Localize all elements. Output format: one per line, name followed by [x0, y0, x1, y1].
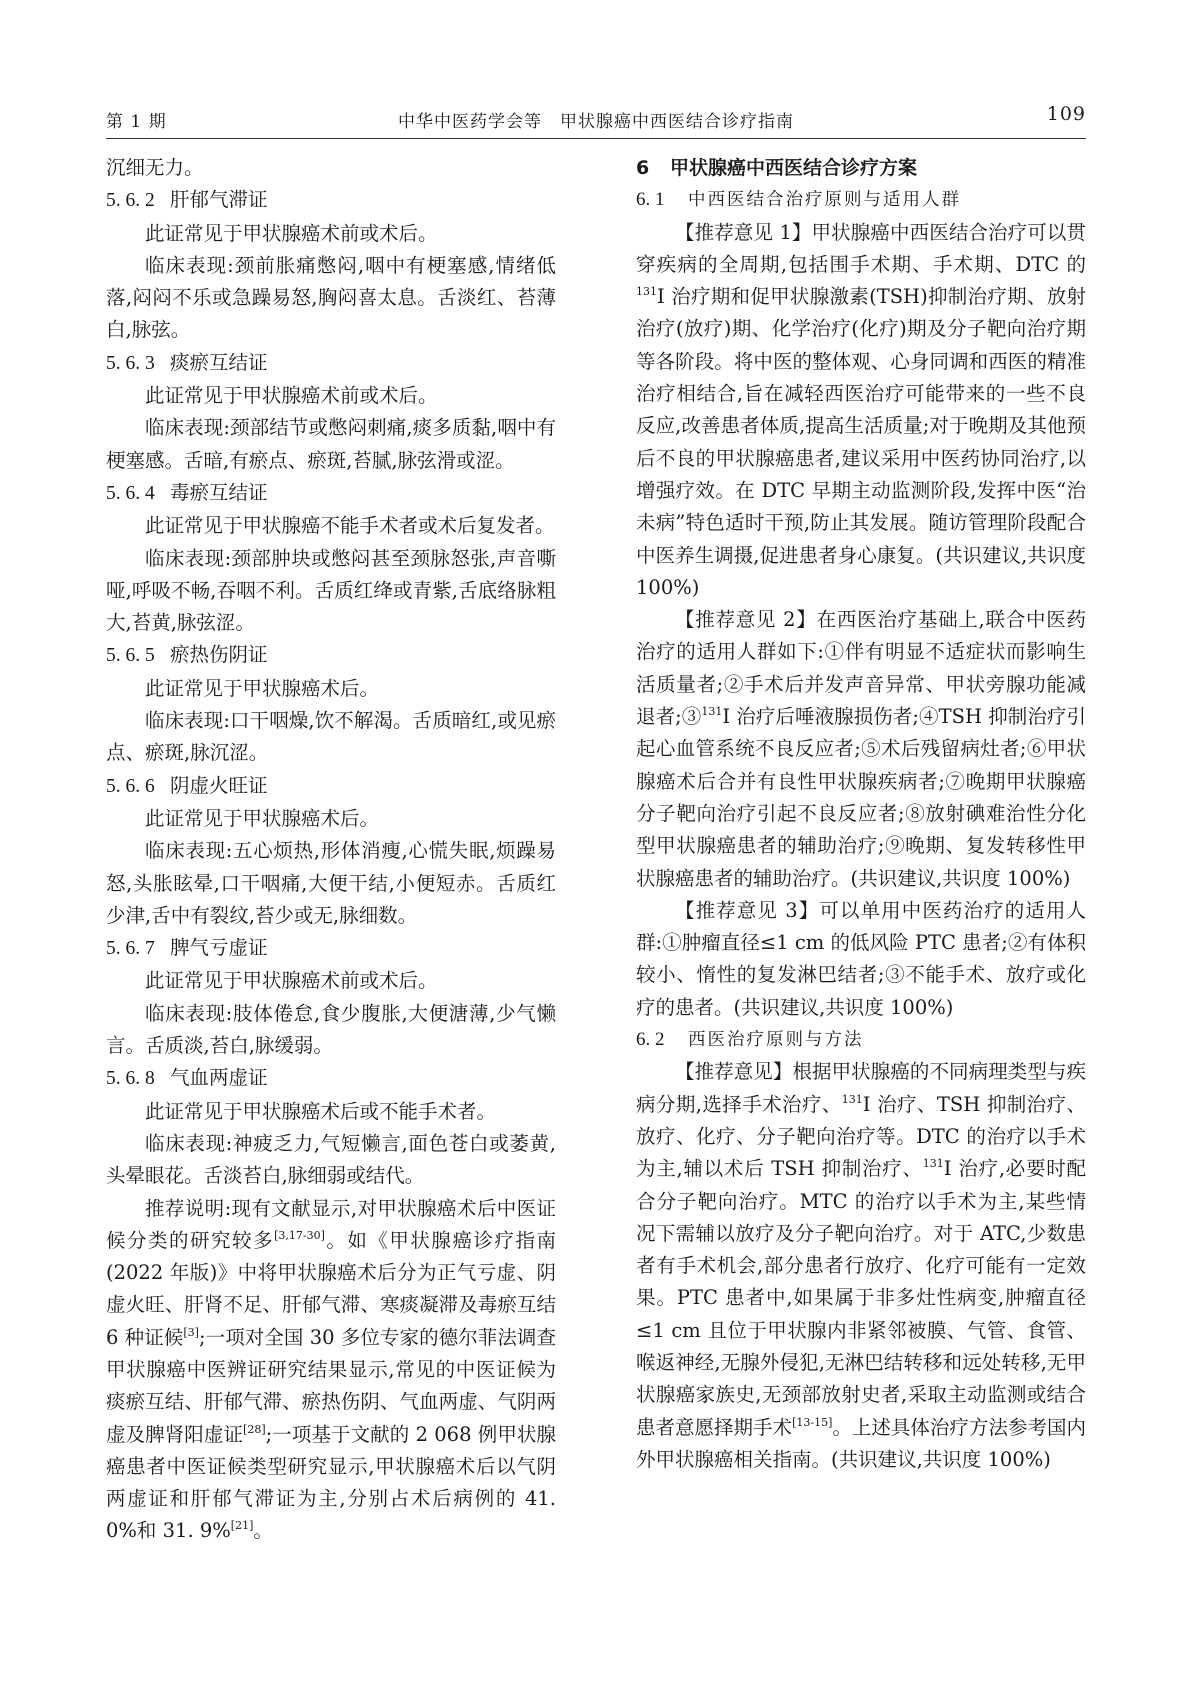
section-title: 西医治疗原则与方法	[688, 1030, 864, 1051]
paragraph: 临床表现:口干咽燥,饮不解渴。舌质暗红,或见瘀点、瘀斑,脉沉涩。	[106, 709, 556, 765]
section-number: 5. 6. 8	[106, 1068, 155, 1090]
section-title: 痰瘀互结证	[170, 350, 268, 374]
section-number: 5. 6. 2	[106, 190, 155, 212]
section-heading	[106, 477, 556, 510]
text-run: I 治疗、TSH 抑制治疗、放疗、化疗、分子靶向治疗等。DTC 的治疗以手术为主,辅以术后 TSH 抑制治疗、	[636, 1092, 1086, 1181]
section-heading	[106, 184, 556, 217]
running-header	[106, 103, 1086, 135]
citation: [13-15]	[792, 1415, 833, 1429]
left-column	[106, 152, 556, 1548]
text-run: I 治疗期和促甲状腺激素(TSH)抑制治疗期、放射治疗(放疗)期、化学治疗(化疗)期及分子靶向治疗期等各阶段。将中医的整体观、心身同调和西医的精准治疗相结合,旨在减轻西医治疗可能带来的一些不良反应,改善患者体质,提高生活质量;对于晚期及其他预后不良的甲状腺癌患者,建议采用中医药协同治疗,以增强疗效。在 DTC 早期主动监测阶段,发挥中医“治未病”特色适时干预,防止其发展。随访管理阶段配合中医养生调摄,促进患者身心康复。(共识建议,共识度 100%)	[636, 285, 1086, 599]
section-title: 瘀热伤阴证	[170, 643, 268, 667]
isotope-superscript: 131	[636, 285, 657, 299]
section-number: 5. 6. 3	[106, 352, 155, 374]
right-column	[636, 152, 1086, 1476]
section-title: 阴虚火旺证	[170, 773, 268, 797]
section-heading	[106, 639, 556, 672]
section-heading	[106, 770, 556, 803]
paragraph: 此证常见于甲状腺癌术前或术后。	[145, 221, 438, 245]
paragraph: 临床表现:五心烦热,形体消瘦,心慌失眠,烦躁易怒,头胀眩晕,口干咽痛,大便干结,小便短赤。舌质红少津,舌中有裂纹,苔少或无,脉细数。	[106, 839, 556, 927]
paragraph: 此证常见于甲状腺癌术后。	[145, 806, 380, 830]
section-title: 中西医结合治疗原则与适用人群	[688, 190, 961, 211]
citation: [28]	[243, 1422, 266, 1436]
text-run: 推荐说明:现有文献显示,对甲状腺癌术后中医证候分类的研究较多	[106, 1196, 556, 1252]
text-run: 。上述具体治疗方法参考国内外甲状腺癌相关指南。(共识建议,共识度 100%)	[636, 1415, 1086, 1471]
text-run: ;一项对全国 30 多位专家的德尔菲法调查甲状腺癌中医辨证研究结果显示,常见的中医证候为痰瘀互结、肝郁气滞、瘀热伤阴、气血两虚、气阴两虚及脾肾阳虚证	[106, 1325, 557, 1446]
section-title: 肝郁气滞证	[170, 188, 268, 212]
text-run: 。如《甲状腺癌诊疗指南(2022 年版)》中将甲状腺癌术后分为正气亏虚、阴虚火旺、肝肾不足、肝郁气滞、寒痰凝滞及毒瘀互结 6 种证候	[106, 1228, 556, 1349]
text-run: I 治疗,必要时配合分子靶向治疗。MTC 的治疗以手术为主,某些情况下需辅以放疗及分子靶向治疗。对于 ATC,少数患者有手术机会,部分患者行放疗、化疗可能有一定效果。PTC 患者中,如果属于非多灶性病变,肿瘤直径≤1 cm 且位于甲状腺内非紧邻被膜、气管、食管、喉返神经,无腺外侵犯,无淋巴结转移和远处转移,无甲状腺癌家族史,无颈部放射史者,采取主动监测或结合患者意愿择期手术	[636, 1157, 1086, 1439]
subsection-heading	[636, 1024, 1086, 1056]
section-number: 5. 6. 5	[106, 645, 155, 667]
text-run: ;一项基于文献的 2 068 例甲状腺癌患者中医证候类型研究显示,甲状腺癌术后以气阴两虚证和肝郁气滞证为主,分别占术后病例的 41. 0%和 31. 9%	[106, 1422, 556, 1543]
section-heading	[106, 347, 556, 380]
paragraph: 临床表现:颈前胀痛憋闷,咽中有梗塞感,情绪低落,闷闷不乐或急躁易怒,胸闷喜太息。舌淡红、苔薄白,脉弦。	[106, 253, 556, 342]
isotope-superscript: 131	[922, 1157, 944, 1171]
paragraph: 此证常见于甲状腺癌术前或术后。	[145, 384, 438, 408]
paragraph: 临床表现:神疲乏力,气短懒言,面色苍白或萎黄,头晕眼花。舌淡苔白,脉细弱或结代。	[106, 1131, 556, 1188]
paragraph: 此证常见于甲状腺癌术后或不能手术者。	[145, 1099, 497, 1123]
isotope-superscript: 131	[701, 705, 723, 719]
section-number: 6. 1	[636, 189, 665, 211]
header-divider	[106, 138, 1086, 139]
paragraph: 此证常见于甲状腺癌术后。	[145, 676, 380, 700]
section-title: 脾气亏虚证	[170, 936, 268, 960]
paragraph: 此证常见于甲状腺癌术前或术后。	[145, 969, 438, 993]
text-run: 【推荐意见 1】甲状腺癌中西医结合治疗可以贯穿疾病的全周期,包括围手术期、手术期、DTC 的	[636, 220, 1086, 276]
journal-title: 中华中医药学会等 甲状腺癌中西医结合诊疗指南	[398, 112, 794, 132]
paragraph: 此证常见于甲状腺癌不能手术者或术后复发者。	[145, 514, 555, 538]
paragraph: 临床表现:颈部肿块或憋闷甚至颈脉怒张,声音嘶哑,呼吸不畅,吞咽不利。舌质红绛或青紫,舌底络脉粗大,苔黄,脉弦涩。	[106, 546, 556, 635]
section-title: 毒瘀互结证	[170, 480, 268, 504]
section-number: 5. 6. 4	[106, 482, 155, 504]
paragraph: 临床表现:肢体倦怠,食少腹胀,大便溏薄,少气懒言。舌质淡,苔白,脉缓弱。	[106, 1001, 556, 1058]
text-run: I 治疗后唾液腺损伤者;④TSH 抑制治疗引起心血管系统不良反应者;⑤术后残留病灶者;⑥甲状腺癌术后合并有良性甲状腺疾病者;⑦晚期甲状腺癌分子靶向治疗引起不良反应者;⑧放射碘难治性分化型甲状腺癌患者的辅助治疗;⑨晚期、复发转移性甲状腺癌患者的辅助治疗。(共识建议,共识度 100%)	[636, 705, 1086, 890]
citation: [21]	[230, 1519, 254, 1533]
section-title: 气血两虚证	[170, 1066, 268, 1090]
page-number: 109	[1046, 103, 1086, 125]
citation: [3]	[183, 1325, 199, 1339]
isotope-superscript: 131	[841, 1092, 863, 1106]
chapter-title: 甲状腺癌中西医结合诊疗方案	[670, 157, 918, 179]
section-number: 5. 6. 7	[106, 938, 155, 960]
section-heading	[106, 932, 556, 965]
citation: [3,17-30]	[274, 1228, 325, 1242]
recommendation-3: 【推荐意见 3】可以单用中医药治疗的适用人群:①肿瘤直径≤1 cm 的低风险 PTC 患者;②有体积较小、惰性的复发淋巴结者;③不能手术、放疗或化疗的患者。(共识建议,共识度 100%)	[636, 898, 1086, 1019]
subsection-heading	[636, 184, 1086, 216]
recommendation-4	[636, 1056, 1086, 1476]
section-number: 6. 2	[636, 1029, 665, 1051]
text-run: 。	[253, 1519, 273, 1543]
chapter-number: 6	[636, 157, 650, 179]
paragraph: 临床表现:颈部结节或憋闷刺痛,痰多质黏,咽中有梗塞感。舌暗,有瘀点、瘀斑,苔腻,脉弦滑或涩。	[106, 416, 556, 472]
issue-label: 第 1 期	[106, 112, 167, 132]
section-number: 5. 6. 6	[106, 775, 155, 797]
section-heading	[106, 1062, 556, 1095]
recommendation-1	[636, 217, 1086, 605]
recommendation-note	[106, 1193, 556, 1548]
text-run: 【推荐意见】根据甲状腺癌的不同病理类型与疾病分期,选择手术治疗、	[636, 1060, 1086, 1116]
chapter-heading	[636, 152, 1086, 184]
recommendation-2	[636, 604, 1086, 895]
text-run: 【推荐意见 2】在西医治疗基础上,联合中医药治疗的适用人群如下:①伴有明显不适症状而影响生活质量者;②手术后并发声音异常、甲状旁腺功能减退者;③	[636, 608, 1086, 729]
paragraph: 沉细无力。	[106, 156, 204, 179]
